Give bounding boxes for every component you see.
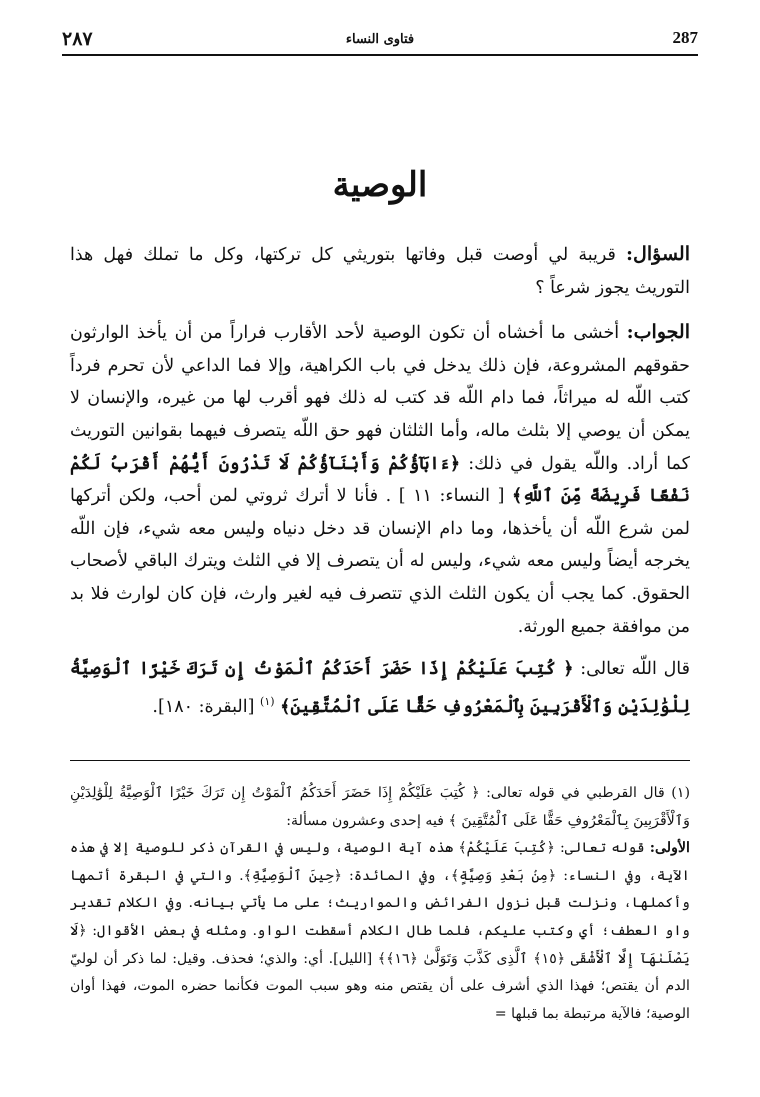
verse-paragraph (70, 653, 690, 723)
quran-verse-nisa: ﴿ءَابَآؤُكُمْ وَأَبْنَآؤُكُمْ لَا تَدْرُونَ أَيُّهُمْ أَقْرَبُ لَكُمْ نَفْعًا فَرِيضَةً مِّنَ ٱللَّهِ﴾ (70, 453, 690, 507)
question-text: قريبة لي أوصت قبل وفاتها بتوريثي كل تركتها، وكل ما تملك فهل هذا التوريث يجوز شرعاً ؟ (70, 245, 690, 298)
question-paragraph (70, 238, 690, 304)
answer-text-2: فأنا لا أترك ثروتي لمن أحب، ولكن أتركها لمن شرع اللّه أن يأخذها، وما دام الإنسان قد دخل دنياه وليس معه شيء، فإن اللّه يخرجه أيضاً وليس معه شيء، وليس له أن يتصرف إلا في الثلث ويترك الباقي لأصحاب الحقوق. كما يجب أن يكون الثلث الذي تتصرف فيه لغير وارث، فإن كان لوارث فلا بد من موافقة جميع الورثة. (70, 486, 690, 637)
running-header (62, 30, 698, 56)
footnote-separator (70, 760, 690, 761)
footnote-line-1: قال القرطبي في قوله تعالى: ﴿ كُتِبَ عَلَيْكُمْ إِذَا حَضَرَ أَحَدَكُمُ ٱلْمَوْتُ إِن تَرَكَ خَيْرًا ٱلْوَصِيَّةُ لِلْوَٰلِدَيْنِ وَٱلْأَقْرَبِينَ بِٱلْمَعْرُوفِ حَقًّا عَلَى ٱلْمُتَّقِينَ ﴾ فيه إحدى وعشرون مسألة: (70, 785, 690, 829)
question-label: السؤال: (626, 243, 690, 265)
page-title: الوصية (332, 165, 428, 205)
footnote-paragraph-1 (70, 780, 690, 835)
quran-reference-baqara: [البقرة: ١٨٠]. (152, 696, 255, 717)
page-number-latin: 287 (672, 28, 698, 47)
page-number-arabic: ٢٨٧ (62, 28, 93, 50)
quran-verse-baqara: ﴿ كُتِبَ عَلَيْكُمْ إِذَا حَضَرَ أَحَدَكُمُ ٱلْمَوْتُ إِن تَرَكَ خَيْرًا ٱلْوَصِيَّةُ لِلْوَٰلِدَيْنِ وَٱلْأَقْرَبِينَ بِٱلْمَعْرُوفِ حَقًّا عَلَى ٱلْمُتَّقِينَ﴾ (70, 659, 690, 717)
footnote-section (70, 780, 690, 1028)
running-title: فتاوى النساء (345, 32, 415, 47)
footnote-paragraph-2 (70, 835, 690, 1028)
footnote-number: (١) (671, 785, 690, 801)
answer-text-1: أخشى ما أخشاه أن تكون الوصية لأحد الأقارب فراراً من أن يأخذ الوارثون حقوقهم المشروعة، فإن ذلك يدخل في باب الكراهية، وإلا فما الداعي لأن تحرم فرداً كتب اللّه له ميراثاً، فما دام اللّه قد كتب له ذلك فهو أقرب لها من غيره، والإنسان لا يمكن أن يوصي إلا بثلث ماله، وأما الثلثان فهو حق اللّه يتصرف فيهما بقوانين التوريث كما أراد. واللّه يقول في ذلك: (70, 323, 690, 474)
footnote-first-text: قوله تعالى: ﴿كُتِبَ عَلَيْكُمْ﴾ هذه آية الوصية، وليس في القرآن ذكر للوصية إلا في هذه الآية، وفي النساء: ﴿مِنۢ بَعْدِ وَصِيَّةٍ﴾، وفي المائدة: ﴿حِينَ ٱلْوَصِيَّةِ﴾. والتي في البقرة أتمها وأكملها، ونزلت قبل نزول الفرائض والمواريث؛ على ما يأتي بيانه. وفي الكلام تقدير واو العطف؛ أي وكتب عليكم، فلما طال الكلام أسقطت الواو. ومثله في بعض الأقوال: ﴿لَا يَصْلَىٰهَآ إِلَّا ٱلْأَشْقَى ﴿١٥﴾ ٱلَّذِى كَذَّبَ وَتَوَلَّىٰ ﴿١٦﴾﴾ [الليل]. أي: والذي؛ فحذف. وقيل: لما ذكر أن لوليّ الدم أن يقتص؛ فهذا الذي أشرف على أن يقتص منه وهو سبب الموت فكأنما حضره الموت، فهذا أوان الوصية؛ فالآية مرتبطة بما قبلها = (70, 840, 691, 1022)
quran-reference-nisa: [ النساء: ١١ ] . (385, 486, 505, 507)
footnote-first-label: الأولى: (649, 840, 690, 857)
answer-paragraph (70, 316, 690, 643)
answer-label: الجواب: (626, 321, 690, 344)
footnote-marker: (١) (260, 694, 275, 708)
article-body (70, 238, 690, 723)
verse-intro: قال اللّه تعالى: (580, 659, 690, 680)
